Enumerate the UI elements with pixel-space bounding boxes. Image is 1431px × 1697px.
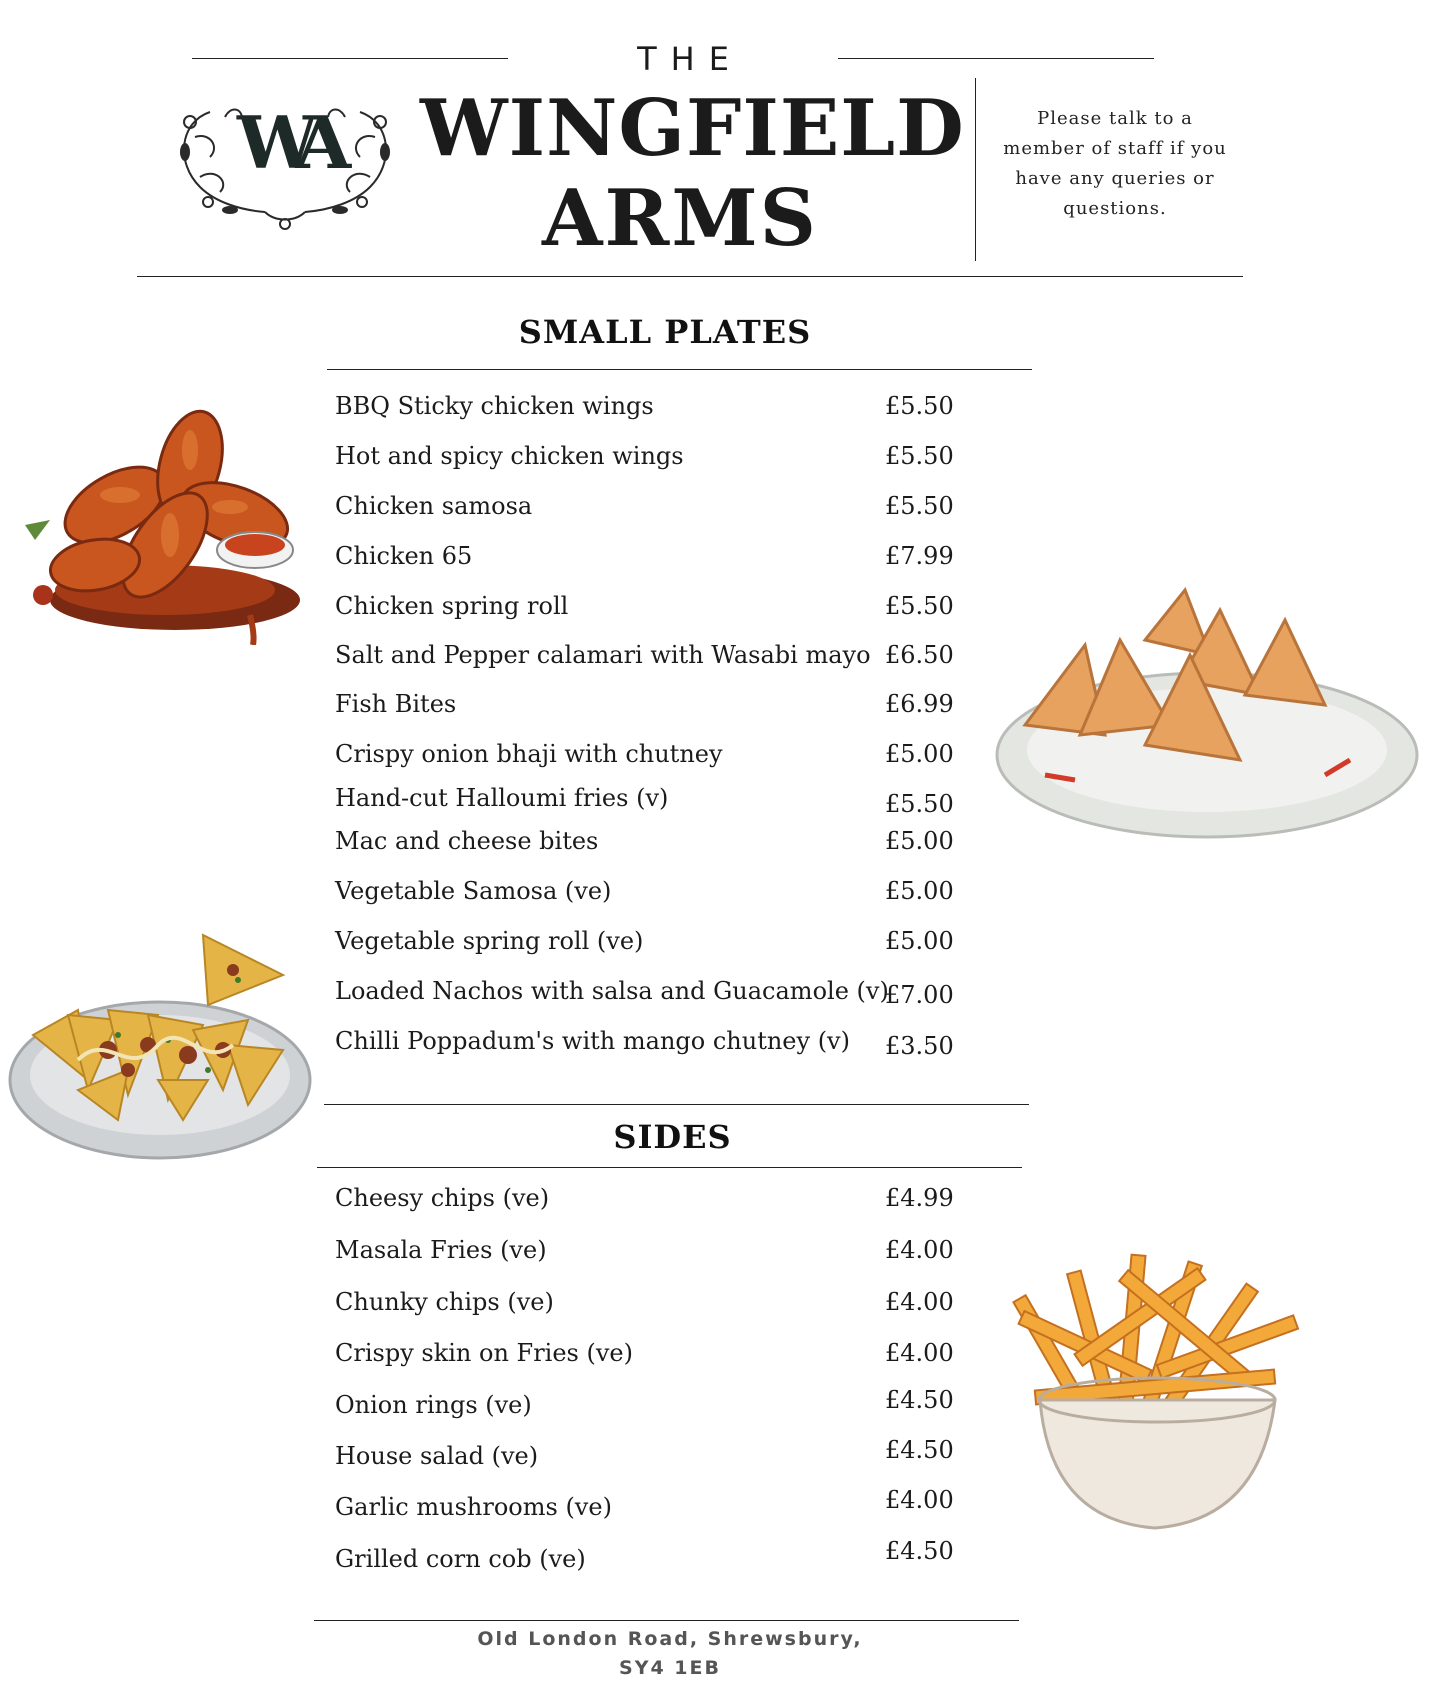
menu-item-price: £4.00: [885, 1486, 954, 1514]
menu-item: [335, 641, 965, 681]
menu-item: [335, 1184, 965, 1224]
section-title-small-plates: SMALL PLATES: [518, 313, 812, 351]
menu-item-name: Hot and spicy chicken wings: [335, 442, 684, 470]
menu-item-price: £5.00: [885, 740, 954, 768]
menu-item-name: Vegetable spring roll (ve): [335, 927, 644, 955]
nachos-plate-icon: [8, 930, 313, 1170]
menu-item: [335, 1537, 965, 1585]
menu-item-name: Salt and Pepper calamari with Wasabi mayo: [335, 641, 871, 669]
menu-item: [335, 977, 965, 1017]
menu-item-price: £5.00: [885, 927, 954, 955]
menu-item: [335, 592, 965, 632]
small-plates-rule-bottom: [324, 1104, 1029, 1105]
header-rule-bottom: [137, 276, 1243, 277]
menu-item-name: Crispy onion bhaji with chutney: [335, 740, 723, 768]
menu-item-price: £4.00: [885, 1288, 954, 1316]
nachos-illustration: [8, 930, 313, 1170]
menu-item-name: Chunky chips (ve): [335, 1288, 554, 1316]
menu-item: [335, 542, 965, 582]
menu-item: [335, 927, 965, 967]
menu-item: [335, 827, 965, 867]
menu-item-name: House salad (ve): [335, 1442, 539, 1470]
menu-item-price: £4.00: [885, 1339, 954, 1367]
title-arms: ARMS: [541, 173, 818, 264]
menu-item-name: Garlic mushrooms (ve): [335, 1493, 612, 1521]
header-rule-right: [838, 58, 1154, 59]
header-divider: [975, 78, 976, 261]
address-line-1: Old London Road, Shrewsbury,: [477, 1628, 863, 1650]
menu-item-name: BBQ Sticky chicken wings: [335, 392, 654, 420]
logo-crest: [170, 92, 400, 232]
section-title-sides: SIDES: [613, 1118, 732, 1156]
footer-rule: [314, 1620, 1019, 1621]
menu-item: [335, 690, 965, 730]
menu-item-price: £6.50: [885, 641, 954, 669]
menu-item-price: £4.99: [885, 1184, 954, 1212]
menu-item-price: £7.99: [885, 542, 954, 570]
menu-item: [335, 1436, 965, 1482]
menu-item: [335, 877, 965, 917]
sides-rule-top: [317, 1167, 1022, 1168]
menu-item-name: Cheesy chips (ve): [335, 1184, 550, 1212]
logo-letters: WA: [236, 100, 334, 185]
menu-item: [335, 740, 965, 780]
menu-item-name: Chicken spring roll: [335, 592, 569, 620]
menu-item-price: £3.50: [885, 1032, 954, 1060]
menu-item-name: Grilled corn cob (ve): [335, 1545, 586, 1573]
menu-item-price: £6.99: [885, 690, 954, 718]
small-plates-rule-top: [327, 369, 1032, 370]
menu-item-price: £5.50: [885, 790, 954, 818]
menu-item-price: £5.00: [885, 877, 954, 905]
fries-bowl-icon: [1005, 1250, 1310, 1535]
menu-item-price: £5.50: [885, 492, 954, 520]
menu-item-name: Fish Bites: [335, 690, 457, 718]
menu-item-name: Chicken 65: [335, 542, 473, 570]
chicken-wings-icon: [15, 395, 320, 645]
footer-address: [470, 1625, 870, 1683]
menu-item-name: Loaded Nachos with salsa and Guacamole (v): [335, 977, 889, 1005]
menu-item-name: Vegetable Samosa (ve): [335, 877, 612, 905]
menu-item: [335, 1288, 965, 1328]
menu-item-price: £5.50: [885, 442, 954, 470]
menu-item: [335, 1236, 965, 1276]
menu-item-price: £4.50: [885, 1386, 954, 1414]
menu-item: [335, 1027, 965, 1067]
samosa-plate-icon: [995, 585, 1420, 840]
menu-item-name: Chilli Poppadum's with mango chutney (v): [335, 1027, 850, 1055]
menu-item-name: Mac and cheese bites: [335, 827, 599, 855]
menu-item-name: Hand-cut Halloumi fries (v): [335, 784, 669, 812]
menu-item: [335, 1486, 965, 1533]
menu-item-price: £5.50: [885, 592, 954, 620]
menu-item: [335, 784, 965, 824]
menu-item-price: £7.00: [885, 981, 954, 1009]
menu-item: [335, 1386, 965, 1431]
menu-item-price: £4.50: [885, 1537, 954, 1565]
menu-item: [335, 442, 965, 482]
address-line-2: SY4 1EB: [619, 1657, 721, 1679]
fries-illustration: [1005, 1250, 1310, 1535]
menu-item-price: £5.00: [885, 827, 954, 855]
menu-item-price: £5.50: [885, 392, 954, 420]
title-the: THE: [637, 40, 743, 78]
chicken-wings-illustration: [15, 395, 320, 645]
menu-item-name: Crispy skin on Fries (ve): [335, 1339, 633, 1367]
menu-item: [335, 1339, 965, 1379]
header-rule-left: [192, 58, 508, 59]
menu-item-name: Masala Fries (ve): [335, 1236, 547, 1264]
menu-item-name: Onion rings (ve): [335, 1391, 532, 1419]
menu-item-name: Chicken samosa: [335, 492, 533, 520]
samosa-illustration: [995, 585, 1420, 840]
menu-item-price: £4.50: [885, 1436, 954, 1464]
menu-item: [335, 492, 965, 532]
menu-item-price: £4.00: [885, 1236, 954, 1264]
staff-notice: Please talk to a member of staff if you have any queries or questions.: [1003, 108, 1227, 219]
title-wingfield: WINGFIELD: [420, 83, 965, 174]
menu-item: [335, 392, 965, 432]
